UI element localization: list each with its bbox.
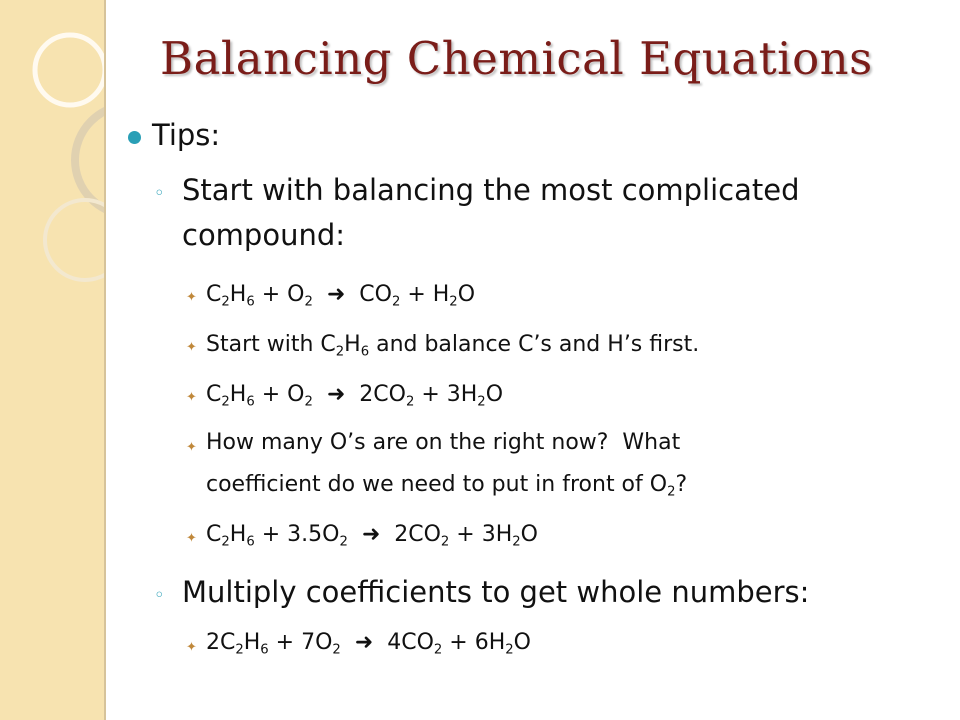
question-line-1: How many O’s are on the right now? What: [206, 430, 681, 455]
sidebar-divider: [104, 0, 106, 720]
equation-2: $C_2H_6 + O_2$ ➜ $2CO_2 + 3H_2O$: [206, 382, 504, 410]
tips-heading: Tips:: [152, 118, 221, 152]
level3-bullet-5: ✦: [186, 531, 197, 546]
tip-1-line-2: compound:: [182, 218, 346, 252]
tip-1-line-1: Start with balancing the most complicated: [182, 173, 800, 207]
equation-4: $2C_2H_6 + 7O_2$ ➜ $4CO_2 + 6H_2O$: [206, 630, 531, 658]
level3-bullet-4: ✦: [186, 440, 197, 455]
equation-1: $C_2H_6 + O_2$ ➜ $CO_2 + H_2O$: [206, 282, 476, 310]
level3-bullet-1: ✦: [186, 290, 197, 305]
level1-bullet: [128, 131, 141, 144]
level3-bullet-6: ✦: [186, 640, 197, 655]
tip-2: Multiply coefficients to get whole numbers:: [182, 575, 810, 609]
decorative-sidebar: [0, 0, 104, 720]
level2-bullet-2: ◦: [154, 585, 165, 606]
level3-bullet-2: ✦: [186, 340, 197, 355]
note-1: Start with $C_2H_6$ and balance C’s and H’s first.: [206, 332, 700, 360]
question-line-2: coefficient do we need to put in front of $O_2$?: [206, 472, 688, 500]
equation-3: $C_2H_6 + 3.5O_2$ ➜ $2CO_2 + 3H_2O$: [206, 522, 538, 550]
decorative-circles: [0, 0, 104, 720]
slide-title: Balancing Chemical Equations: [160, 32, 873, 85]
level3-bullet-3: ✦: [186, 390, 197, 405]
level2-bullet-1: ◦: [154, 183, 165, 204]
